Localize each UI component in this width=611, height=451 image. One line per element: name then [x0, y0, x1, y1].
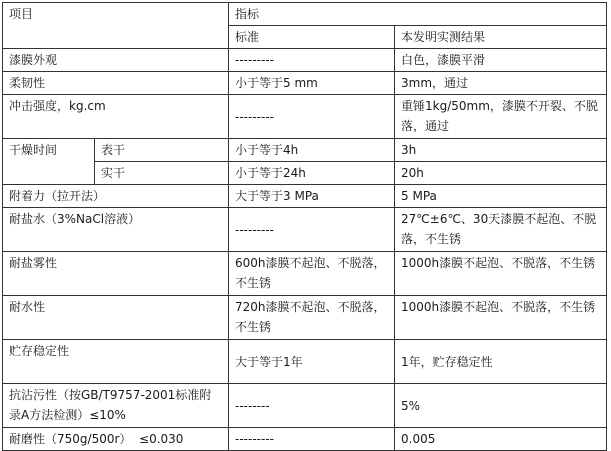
standard-value: 小于等于5 mm — [235, 76, 318, 90]
standard-value: 大于等于1年 — [235, 354, 303, 369]
item-label: 漆膜外观 — [9, 53, 58, 67]
table-row — [3, 139, 607, 162]
standard-value: --------- — [235, 432, 274, 446]
item-cell — [3, 49, 229, 72]
subheader-standard-cell — [229, 26, 395, 49]
item-cell — [3, 139, 95, 185]
standard-value: --------- — [235, 222, 274, 237]
result-value: 1年，贮存稳定性 — [401, 354, 493, 369]
result-cell — [395, 384, 607, 428]
standard-value: 小于等于24h — [235, 166, 306, 180]
result-value: 3h — [401, 143, 417, 157]
standard-value: -------- — [235, 398, 270, 413]
result-cell — [395, 252, 607, 296]
result-value: 重锤1kg/50mm，漆膜不开裂、不脱落，通过 — [401, 99, 598, 133]
table-row — [3, 428, 607, 451]
item-label: 冲击强度，kg.cm — [9, 99, 106, 113]
result-cell — [395, 296, 607, 340]
result-cell — [395, 95, 607, 139]
header-item-label: 项目 — [9, 7, 34, 21]
standard-cell — [229, 139, 395, 162]
standard-cell — [229, 185, 395, 208]
standard-cell — [229, 296, 395, 340]
table-row — [3, 296, 607, 340]
standard-value: 大于等于3 MPa — [235, 189, 319, 203]
item-label: 贮存稳定性 — [9, 344, 70, 358]
result-value: 27℃±6℃、30天漆膜不起泡、不脱落，不生锈 — [401, 212, 597, 246]
standard-cell — [229, 428, 395, 451]
table-row — [3, 49, 607, 72]
standard-cell — [229, 340, 395, 384]
result-value: 0.005 — [401, 432, 436, 446]
item-label: 耐水性 — [9, 300, 46, 314]
header-row — [3, 3, 607, 26]
result-cell — [395, 49, 607, 72]
subheader-standard-label: 标准 — [235, 30, 260, 44]
item-label: 柔韧性 — [9, 76, 46, 90]
result-value: 1000h漆膜不起泡、不脱落，不生锈 — [401, 300, 596, 314]
result-value: 5% — [401, 398, 421, 413]
item-cell — [3, 252, 229, 296]
item-label: 耐磨性（750g/500r） ≤0.030 — [9, 432, 184, 446]
sub-item-label: 表干 — [101, 143, 126, 157]
table-row — [3, 340, 607, 384]
header-item-cell — [3, 3, 229, 49]
table-row — [3, 208, 607, 252]
result-cell — [395, 162, 607, 185]
result-value: 5 MPa — [401, 189, 437, 203]
result-value: 3mm，通过 — [401, 76, 469, 90]
table-row — [3, 384, 607, 428]
item-cell — [3, 340, 229, 384]
sub-item-label: 实干 — [101, 166, 126, 180]
item-cell — [3, 296, 229, 340]
result-cell — [395, 208, 607, 252]
item-cell — [3, 384, 229, 428]
standard-cell — [229, 162, 395, 185]
standard-cell — [229, 49, 395, 72]
item-label: 干燥时间 — [9, 143, 58, 157]
standard-value: 720h漆膜不起泡、不脱落，不生锈 — [235, 300, 386, 334]
result-value: 白色，漆膜平滑 — [401, 53, 486, 67]
sub-item-cell — [95, 162, 229, 185]
item-cell — [3, 72, 229, 95]
subheader-result-cell — [395, 26, 607, 49]
result-cell — [395, 185, 607, 208]
standard-cell — [229, 72, 395, 95]
item-label: 附着力（拉开法） — [9, 189, 106, 203]
item-label: 耐盐雾性 — [9, 256, 58, 270]
table-row — [3, 72, 607, 95]
result-value: 20h — [401, 166, 424, 180]
header-index-label: 指标 — [235, 7, 260, 21]
sub-item-cell — [95, 139, 229, 162]
item-cell — [3, 208, 229, 252]
standard-cell — [229, 208, 395, 252]
result-value: 1000h漆膜不起泡、不脱落，不生锈 — [401, 256, 596, 270]
item-cell — [3, 428, 229, 451]
standard-cell — [229, 384, 395, 428]
table-row — [3, 252, 607, 296]
result-cell — [395, 428, 607, 451]
result-cell — [395, 72, 607, 95]
item-cell — [3, 95, 229, 139]
standard-value: 小于等于4h — [235, 143, 299, 157]
result-cell — [395, 139, 607, 162]
item-cell — [3, 185, 229, 208]
result-cell — [395, 340, 607, 384]
item-label: 耐盐水（3%NaCl溶液） — [9, 212, 141, 226]
subheader-result-label: 本发明实测结果 — [401, 30, 486, 44]
table-row — [3, 185, 607, 208]
item-label: 抗沾污性（按GB/T9757-2001标准附录A方法检测）≤10% — [9, 388, 212, 422]
table-row — [3, 95, 607, 139]
standard-value: --------- — [235, 109, 274, 124]
standard-value: --------- — [235, 53, 274, 67]
spec-table — [2, 2, 607, 451]
standard-value: 600h漆膜不起泡、不脱落，不生锈 — [235, 256, 386, 290]
standard-cell — [229, 252, 395, 296]
standard-cell — [229, 95, 395, 139]
header-index-cell — [229, 3, 607, 26]
